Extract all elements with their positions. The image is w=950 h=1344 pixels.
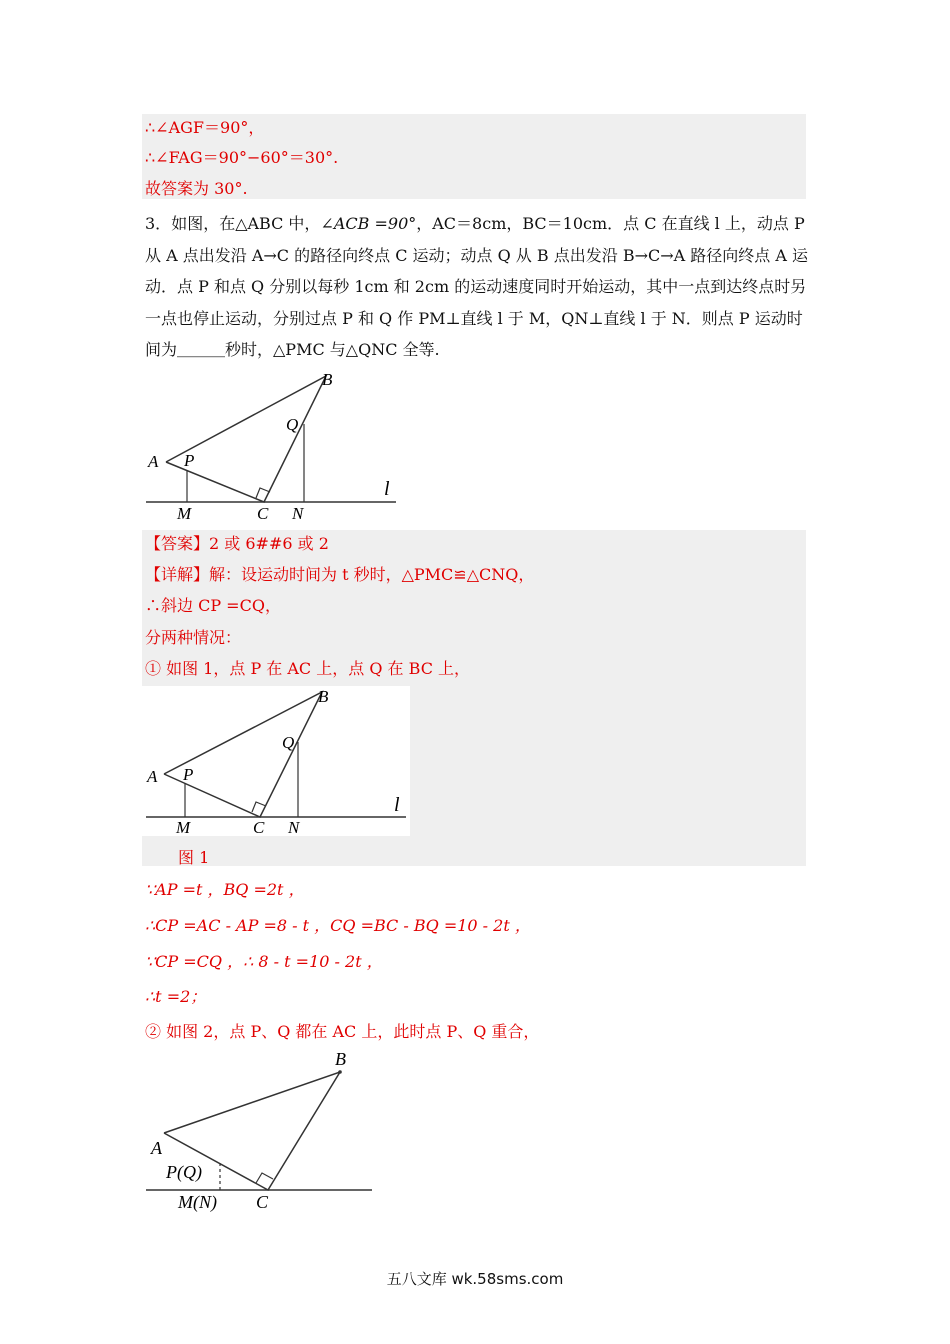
fig1-label-P: P bbox=[183, 765, 194, 784]
fig2-label-A: A bbox=[151, 1138, 162, 1158]
label-P: P bbox=[184, 451, 195, 470]
solution-line-3: 故答案为 30°. bbox=[145, 179, 248, 198]
case1-math-line-4: ∴t =2； bbox=[145, 987, 207, 1006]
fig2-label-MN: M(N) bbox=[178, 1192, 217, 1212]
label-l: l bbox=[384, 478, 390, 500]
label-C: C bbox=[257, 504, 269, 523]
problem-3-text bbox=[145, 208, 810, 366]
detail-line: 【详解】解：设运动时间为 t 秒时，△PMC≌△CNQ， bbox=[145, 565, 535, 584]
problem-text-part-1: 如图，在△ABC 中， bbox=[171, 214, 321, 233]
problem-text-part-2: ，AC＝8cm，BC＝10cm．点 C 在直线 l 上，动点 P 从 A 点出发沿 A→C 的路径向终点 C 运动；动点 Q 从 B 点出发沿 B→C→A 路径向终点 A 运动．点 P 和点 Q 分别以每秒 1cm 和 2cm 的运动速度同时开始运动，其中一点到达终点时另一点也停止运动，分别过点 P 和 Q 作 PM⊥直线 l 于 M，QN⊥直线 l 于 N．则点 P 运动时间为＿＿＿秒时，△PMC 与△QNC 全等. bbox=[145, 214, 809, 359]
fig1-label-l: l bbox=[394, 794, 400, 816]
answer-line: 【答案】2 或 6##6 或 2 bbox=[145, 534, 329, 553]
fig1-label-B: B bbox=[318, 687, 329, 706]
fig1-label-Q: Q bbox=[282, 733, 295, 752]
angle-acb-formula: ∠ACB =90° bbox=[320, 214, 417, 233]
label-Q: Q bbox=[286, 415, 299, 434]
case1-math-line-1: ∵AP =t ，BQ =2t ， bbox=[145, 880, 305, 899]
label-A: A bbox=[148, 452, 159, 471]
fig2-label-C: C bbox=[256, 1192, 269, 1212]
figure-2 bbox=[142, 1046, 382, 1218]
case1-math-line-3: ∵CP =CQ ，∴ 8 - t =10 - 2t ， bbox=[145, 952, 383, 971]
fig1-label-C: C bbox=[253, 818, 265, 836]
case-2-line: ② 如图 2，点 P、Q 都在 AC 上，此时点 P、Q 重合， bbox=[145, 1022, 540, 1041]
hypotenuse-line: ∴斜边 CP =CQ， bbox=[145, 596, 281, 615]
fig1-label-A: A bbox=[147, 767, 158, 786]
footer-watermark: 五八文库 wk.58sms.com bbox=[386, 1270, 564, 1288]
label-M: M bbox=[177, 504, 192, 523]
figure-1-caption: 图 1 bbox=[178, 848, 210, 867]
case-1-line: ① 如图 1，点 P 在 AC 上，点 Q 在 BC 上， bbox=[145, 659, 471, 678]
fig2-label-B: B bbox=[335, 1049, 346, 1069]
figure-1 bbox=[142, 686, 410, 836]
solution-line-2: ∴∠FAG＝90°−60°＝30°. bbox=[145, 148, 339, 167]
fig2-label-PQ: P(Q) bbox=[166, 1162, 202, 1182]
cases-intro: 分两种情况： bbox=[145, 628, 242, 647]
label-B: B bbox=[322, 370, 333, 389]
fig1-label-M: M bbox=[176, 818, 191, 836]
fig1-label-N: N bbox=[288, 818, 300, 836]
solution-line-1: ∴∠AGF＝90°， bbox=[145, 118, 265, 137]
label-N: N bbox=[292, 504, 304, 523]
problem-figure bbox=[140, 366, 410, 526]
case1-math-line-2: ∴CP =AC - AP =8 - t ，CQ =BC - BQ =10 - 2t ， bbox=[145, 916, 531, 935]
problem-number: 3． bbox=[145, 214, 172, 233]
